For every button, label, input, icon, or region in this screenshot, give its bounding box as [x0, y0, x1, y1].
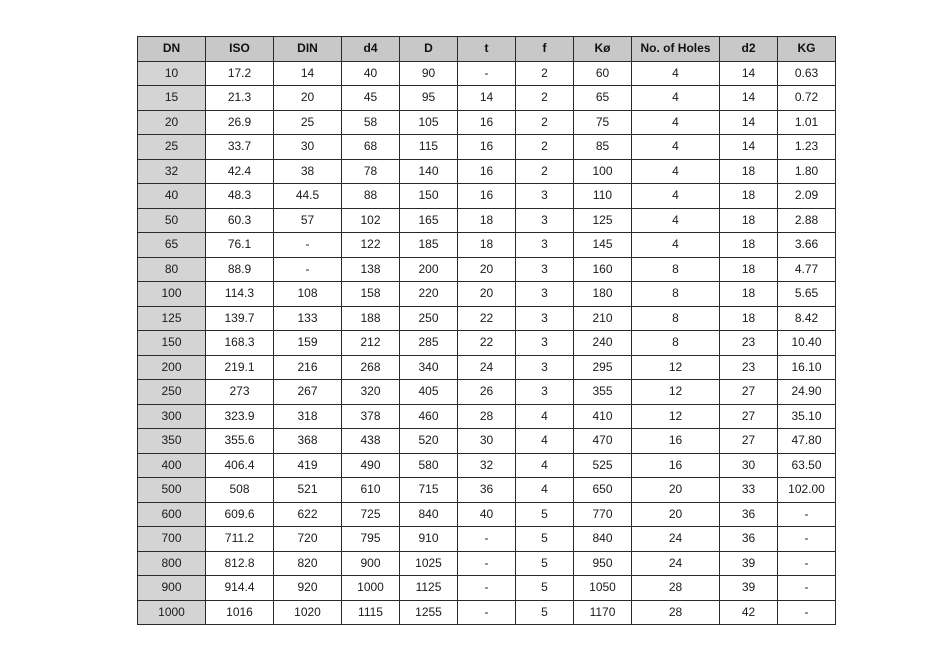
- table-cell: 812.8: [206, 551, 274, 576]
- dn-cell: 65: [138, 233, 206, 258]
- table-cell: 159: [274, 331, 342, 356]
- table-cell: 355: [574, 380, 632, 405]
- table-cell: 5: [516, 551, 574, 576]
- table-row: [138, 453, 836, 478]
- table-cell: 8: [632, 282, 720, 307]
- table-cell: 3: [516, 355, 574, 380]
- table-cell: 406.4: [206, 453, 274, 478]
- table-header: [138, 37, 836, 62]
- dn-cell: 50: [138, 208, 206, 233]
- table-cell: 58: [342, 110, 400, 135]
- table-cell: 268: [342, 355, 400, 380]
- dn-cell: 900: [138, 576, 206, 601]
- table-cell: 24: [632, 527, 720, 552]
- table-cell: 900: [342, 551, 400, 576]
- table-cell: 60: [574, 61, 632, 86]
- table-cell: 521: [274, 478, 342, 503]
- table-cell: 188: [342, 306, 400, 331]
- table-cell: 133: [274, 306, 342, 331]
- table-row: [138, 380, 836, 405]
- table-row: [138, 404, 836, 429]
- table-cell: 240: [574, 331, 632, 356]
- table-cell: 68: [342, 135, 400, 160]
- table-cell: 14: [720, 110, 778, 135]
- table-cell: 4: [516, 404, 574, 429]
- table-cell: 5: [516, 576, 574, 601]
- table-cell: 3: [516, 306, 574, 331]
- table-cell: 622: [274, 502, 342, 527]
- table-row: [138, 355, 836, 380]
- table-row: [138, 86, 836, 111]
- table-cell: 4: [632, 159, 720, 184]
- table-cell: 1.80: [778, 159, 836, 184]
- dn-cell: 250: [138, 380, 206, 405]
- table-cell: 318: [274, 404, 342, 429]
- table-cell: 21.3: [206, 86, 274, 111]
- table-cell: 85: [574, 135, 632, 160]
- table-cell: 42: [720, 600, 778, 625]
- table-cell: 711.2: [206, 527, 274, 552]
- table-cell: 39: [720, 551, 778, 576]
- table-cell: 20: [632, 478, 720, 503]
- table-cell: 609.6: [206, 502, 274, 527]
- table-cell: 16: [632, 453, 720, 478]
- table-cell: 920: [274, 576, 342, 601]
- dn-cell: 600: [138, 502, 206, 527]
- table-cell: 2: [516, 159, 574, 184]
- table-cell: 950: [574, 551, 632, 576]
- table-cell: 914.4: [206, 576, 274, 601]
- table-cell: 1.01: [778, 110, 836, 135]
- table-cell: 36: [458, 478, 516, 503]
- dn-cell: 100: [138, 282, 206, 307]
- table-cell: 5.65: [778, 282, 836, 307]
- column-header-no-of-holes: No. of Holes: [632, 37, 720, 62]
- table-cell: 650: [574, 478, 632, 503]
- table-cell: 18: [720, 233, 778, 258]
- column-header-dn: DN: [138, 37, 206, 62]
- table-cell: 16.10: [778, 355, 836, 380]
- table-cell: 340: [400, 355, 458, 380]
- table-cell: 90: [400, 61, 458, 86]
- table-cell: 108: [274, 282, 342, 307]
- table-cell: -: [458, 576, 516, 601]
- table-cell: 212: [342, 331, 400, 356]
- table-cell: 65: [574, 86, 632, 111]
- table-cell: 0.72: [778, 86, 836, 111]
- table-cell: 4: [632, 61, 720, 86]
- table-cell: 720: [274, 527, 342, 552]
- table-cell: 27: [720, 429, 778, 454]
- table-cell: -: [458, 600, 516, 625]
- table-row: [138, 257, 836, 282]
- table-cell: 57: [274, 208, 342, 233]
- table-row: [138, 429, 836, 454]
- table-cell: 145: [574, 233, 632, 258]
- table-cell: 165: [400, 208, 458, 233]
- table-cell: 115: [400, 135, 458, 160]
- table-cell: 28: [458, 404, 516, 429]
- table-cell: 16: [458, 110, 516, 135]
- table-cell: 102.00: [778, 478, 836, 503]
- table-cell: 30: [720, 453, 778, 478]
- table-cell: 3: [516, 282, 574, 307]
- table-cell: 1125: [400, 576, 458, 601]
- table-cell: 1016: [206, 600, 274, 625]
- table-cell: 1050: [574, 576, 632, 601]
- table-cell: 438: [342, 429, 400, 454]
- column-header-f: f: [516, 37, 574, 62]
- table-cell: 8: [632, 257, 720, 282]
- table-cell: 5: [516, 527, 574, 552]
- table-cell: 320: [342, 380, 400, 405]
- table-cell: 30: [274, 135, 342, 160]
- column-header-d4: d4: [342, 37, 400, 62]
- table-cell: 1.23: [778, 135, 836, 160]
- table-row: [138, 527, 836, 552]
- table-cell: 490: [342, 453, 400, 478]
- table-cell: 88.9: [206, 257, 274, 282]
- dn-cell: 10: [138, 61, 206, 86]
- dn-cell: 800: [138, 551, 206, 576]
- table-cell: 36: [720, 502, 778, 527]
- column-header-d2: d2: [720, 37, 778, 62]
- table-cell: 26: [458, 380, 516, 405]
- table-cell: 200: [400, 257, 458, 282]
- table-body: [138, 61, 836, 625]
- table-cell: 28: [632, 600, 720, 625]
- table-cell: 76.1: [206, 233, 274, 258]
- table-row: [138, 576, 836, 601]
- dn-cell: 350: [138, 429, 206, 454]
- table-cell: 139.7: [206, 306, 274, 331]
- table-cell: -: [458, 61, 516, 86]
- table-cell: 38: [274, 159, 342, 184]
- table-cell: 75: [574, 110, 632, 135]
- table-cell: 5: [516, 502, 574, 527]
- table-cell: 219.1: [206, 355, 274, 380]
- table-cell: 27: [720, 380, 778, 405]
- table-cell: 26.9: [206, 110, 274, 135]
- dn-cell: 25: [138, 135, 206, 160]
- table-cell: 32: [458, 453, 516, 478]
- table-cell: 23: [720, 331, 778, 356]
- table-cell: 1115: [342, 600, 400, 625]
- table-cell: 105: [400, 110, 458, 135]
- table-cell: 20: [458, 282, 516, 307]
- table-cell: 1170: [574, 600, 632, 625]
- table-cell: -: [778, 600, 836, 625]
- table-row: [138, 159, 836, 184]
- table-cell: 3.66: [778, 233, 836, 258]
- table-cell: 60.3: [206, 208, 274, 233]
- table-cell: 725: [342, 502, 400, 527]
- table-cell: 2.88: [778, 208, 836, 233]
- table-cell: 4: [632, 233, 720, 258]
- table-cell: 4: [632, 86, 720, 111]
- table-cell: 715: [400, 478, 458, 503]
- table-cell: 267: [274, 380, 342, 405]
- table-row: [138, 502, 836, 527]
- table-cell: 2.09: [778, 184, 836, 209]
- column-header-din: DIN: [274, 37, 342, 62]
- table-cell: 18: [720, 208, 778, 233]
- table-cell: 110: [574, 184, 632, 209]
- table-cell: 18: [720, 282, 778, 307]
- table-cell: 4: [516, 453, 574, 478]
- table-cell: 24: [458, 355, 516, 380]
- table-row: [138, 184, 836, 209]
- table-cell: 4: [632, 184, 720, 209]
- table-cell: 610: [342, 478, 400, 503]
- table-cell: 125: [574, 208, 632, 233]
- table-row: [138, 208, 836, 233]
- table-cell: 185: [400, 233, 458, 258]
- table-cell: 150: [400, 184, 458, 209]
- table-cell: 14: [720, 61, 778, 86]
- table-cell: 16: [458, 135, 516, 160]
- table-cell: -: [274, 257, 342, 282]
- table-cell: 95: [400, 86, 458, 111]
- table-cell: 78: [342, 159, 400, 184]
- table-cell: 140: [400, 159, 458, 184]
- table-cell: 30: [458, 429, 516, 454]
- table-cell: 795: [342, 527, 400, 552]
- table-row: [138, 331, 836, 356]
- table-cell: 16: [458, 184, 516, 209]
- table-cell: 840: [400, 502, 458, 527]
- table-cell: 2: [516, 86, 574, 111]
- table-cell: 405: [400, 380, 458, 405]
- table-cell: 24: [632, 551, 720, 576]
- table-cell: 4: [632, 135, 720, 160]
- table-cell: 63.50: [778, 453, 836, 478]
- table-cell: -: [778, 502, 836, 527]
- table-cell: 24.90: [778, 380, 836, 405]
- table-cell: 14: [458, 86, 516, 111]
- table-cell: 22: [458, 331, 516, 356]
- table-cell: 4: [516, 429, 574, 454]
- table-cell: 2: [516, 135, 574, 160]
- table-row: [138, 478, 836, 503]
- table-cell: 25: [274, 110, 342, 135]
- table-cell: 5: [516, 600, 574, 625]
- table-cell: 840: [574, 527, 632, 552]
- table-row: [138, 282, 836, 307]
- table-cell: 368: [274, 429, 342, 454]
- table-cell: 18: [458, 233, 516, 258]
- table-cell: 3: [516, 184, 574, 209]
- table-cell: 18: [720, 159, 778, 184]
- table-cell: 580: [400, 453, 458, 478]
- table-cell: 8: [632, 331, 720, 356]
- table-cell: 44.5: [274, 184, 342, 209]
- table-cell: 0.63: [778, 61, 836, 86]
- dn-cell: 125: [138, 306, 206, 331]
- table-cell: 35.10: [778, 404, 836, 429]
- table-cell: 285: [400, 331, 458, 356]
- table-cell: 470: [574, 429, 632, 454]
- table-cell: 40: [458, 502, 516, 527]
- table-cell: 273: [206, 380, 274, 405]
- table-cell: 33: [720, 478, 778, 503]
- dn-cell: 15: [138, 86, 206, 111]
- table-cell: 3: [516, 233, 574, 258]
- table-cell: 20: [274, 86, 342, 111]
- flange-dimensions-table: [137, 36, 836, 625]
- dn-cell: 150: [138, 331, 206, 356]
- dn-cell: 32: [138, 159, 206, 184]
- table-row: [138, 135, 836, 160]
- table-row: [138, 600, 836, 625]
- table-cell: 20: [458, 257, 516, 282]
- table-cell: 17.2: [206, 61, 274, 86]
- table-cell: 220: [400, 282, 458, 307]
- table-cell: 460: [400, 404, 458, 429]
- table-cell: -: [274, 233, 342, 258]
- table-cell: 1000: [342, 576, 400, 601]
- table-cell: 12: [632, 404, 720, 429]
- table-cell: 4.77: [778, 257, 836, 282]
- table-cell: 378: [342, 404, 400, 429]
- table-cell: 323.9: [206, 404, 274, 429]
- table-row: [138, 110, 836, 135]
- table-cell: 18: [720, 257, 778, 282]
- table-cell: 138: [342, 257, 400, 282]
- table-cell: -: [458, 527, 516, 552]
- header-row: [138, 37, 836, 62]
- table-cell: 250: [400, 306, 458, 331]
- table-cell: 122: [342, 233, 400, 258]
- table-row: [138, 233, 836, 258]
- table-cell: 2: [516, 110, 574, 135]
- table-cell: 42.4: [206, 159, 274, 184]
- table-cell: 14: [720, 86, 778, 111]
- table-cell: 508: [206, 478, 274, 503]
- dn-cell: 500: [138, 478, 206, 503]
- table-cell: 4: [632, 208, 720, 233]
- table-cell: 520: [400, 429, 458, 454]
- table-cell: 770: [574, 502, 632, 527]
- table-cell: 1255: [400, 600, 458, 625]
- table-cell: 8.42: [778, 306, 836, 331]
- table-cell: 3: [516, 208, 574, 233]
- table-cell: 16: [458, 159, 516, 184]
- table-row: [138, 551, 836, 576]
- dn-cell: 1000: [138, 600, 206, 625]
- table-cell: 18: [720, 184, 778, 209]
- table-cell: 910: [400, 527, 458, 552]
- dn-cell: 200: [138, 355, 206, 380]
- column-header-iso: ISO: [206, 37, 274, 62]
- table-cell: 48.3: [206, 184, 274, 209]
- table-cell: -: [778, 576, 836, 601]
- table-cell: 14: [274, 61, 342, 86]
- table-cell: 3: [516, 257, 574, 282]
- dn-cell: 300: [138, 404, 206, 429]
- table-cell: 27: [720, 404, 778, 429]
- table-cell: -: [778, 527, 836, 552]
- column-header-t: t: [458, 37, 516, 62]
- table-cell: 100: [574, 159, 632, 184]
- table-cell: 355.6: [206, 429, 274, 454]
- table-cell: 45: [342, 86, 400, 111]
- table-cell: 419: [274, 453, 342, 478]
- table-cell: 20: [632, 502, 720, 527]
- table-cell: 160: [574, 257, 632, 282]
- table-cell: 23: [720, 355, 778, 380]
- table-cell: 3: [516, 331, 574, 356]
- column-header-kg: KG: [778, 37, 836, 62]
- table-cell: 47.80: [778, 429, 836, 454]
- table-cell: 1020: [274, 600, 342, 625]
- table-cell: 102: [342, 208, 400, 233]
- table-cell: 18: [720, 306, 778, 331]
- table-cell: 525: [574, 453, 632, 478]
- table-cell: 2: [516, 61, 574, 86]
- table-cell: 40: [342, 61, 400, 86]
- table-cell: -: [778, 551, 836, 576]
- table-cell: 216: [274, 355, 342, 380]
- dn-cell: 80: [138, 257, 206, 282]
- dn-cell: 400: [138, 453, 206, 478]
- table-cell: 36: [720, 527, 778, 552]
- table-cell: 180: [574, 282, 632, 307]
- dn-cell: 40: [138, 184, 206, 209]
- dn-cell: 700: [138, 527, 206, 552]
- table-cell: 28: [632, 576, 720, 601]
- table-cell: 168.3: [206, 331, 274, 356]
- table-cell: 295: [574, 355, 632, 380]
- table-cell: 4: [632, 110, 720, 135]
- table-cell: 88: [342, 184, 400, 209]
- table-cell: 12: [632, 355, 720, 380]
- table-cell: 210: [574, 306, 632, 331]
- table-cell: 22: [458, 306, 516, 331]
- table-cell: 12: [632, 380, 720, 405]
- dn-cell: 20: [138, 110, 206, 135]
- column-header-d: D: [400, 37, 458, 62]
- table-row: [138, 306, 836, 331]
- table-cell: 10.40: [778, 331, 836, 356]
- table-cell: 114.3: [206, 282, 274, 307]
- table-cell: -: [458, 551, 516, 576]
- table-cell: 16: [632, 429, 720, 454]
- table-cell: 18: [458, 208, 516, 233]
- table-cell: 1025: [400, 551, 458, 576]
- table-cell: 4: [516, 478, 574, 503]
- table-cell: 158: [342, 282, 400, 307]
- table-cell: 8: [632, 306, 720, 331]
- table-cell: 39: [720, 576, 778, 601]
- table-cell: 14: [720, 135, 778, 160]
- table-cell: 410: [574, 404, 632, 429]
- table-cell: 820: [274, 551, 342, 576]
- column-header-k: Kø: [574, 37, 632, 62]
- table-row: [138, 61, 836, 86]
- table-cell: 3: [516, 380, 574, 405]
- table-cell: 33.7: [206, 135, 274, 160]
